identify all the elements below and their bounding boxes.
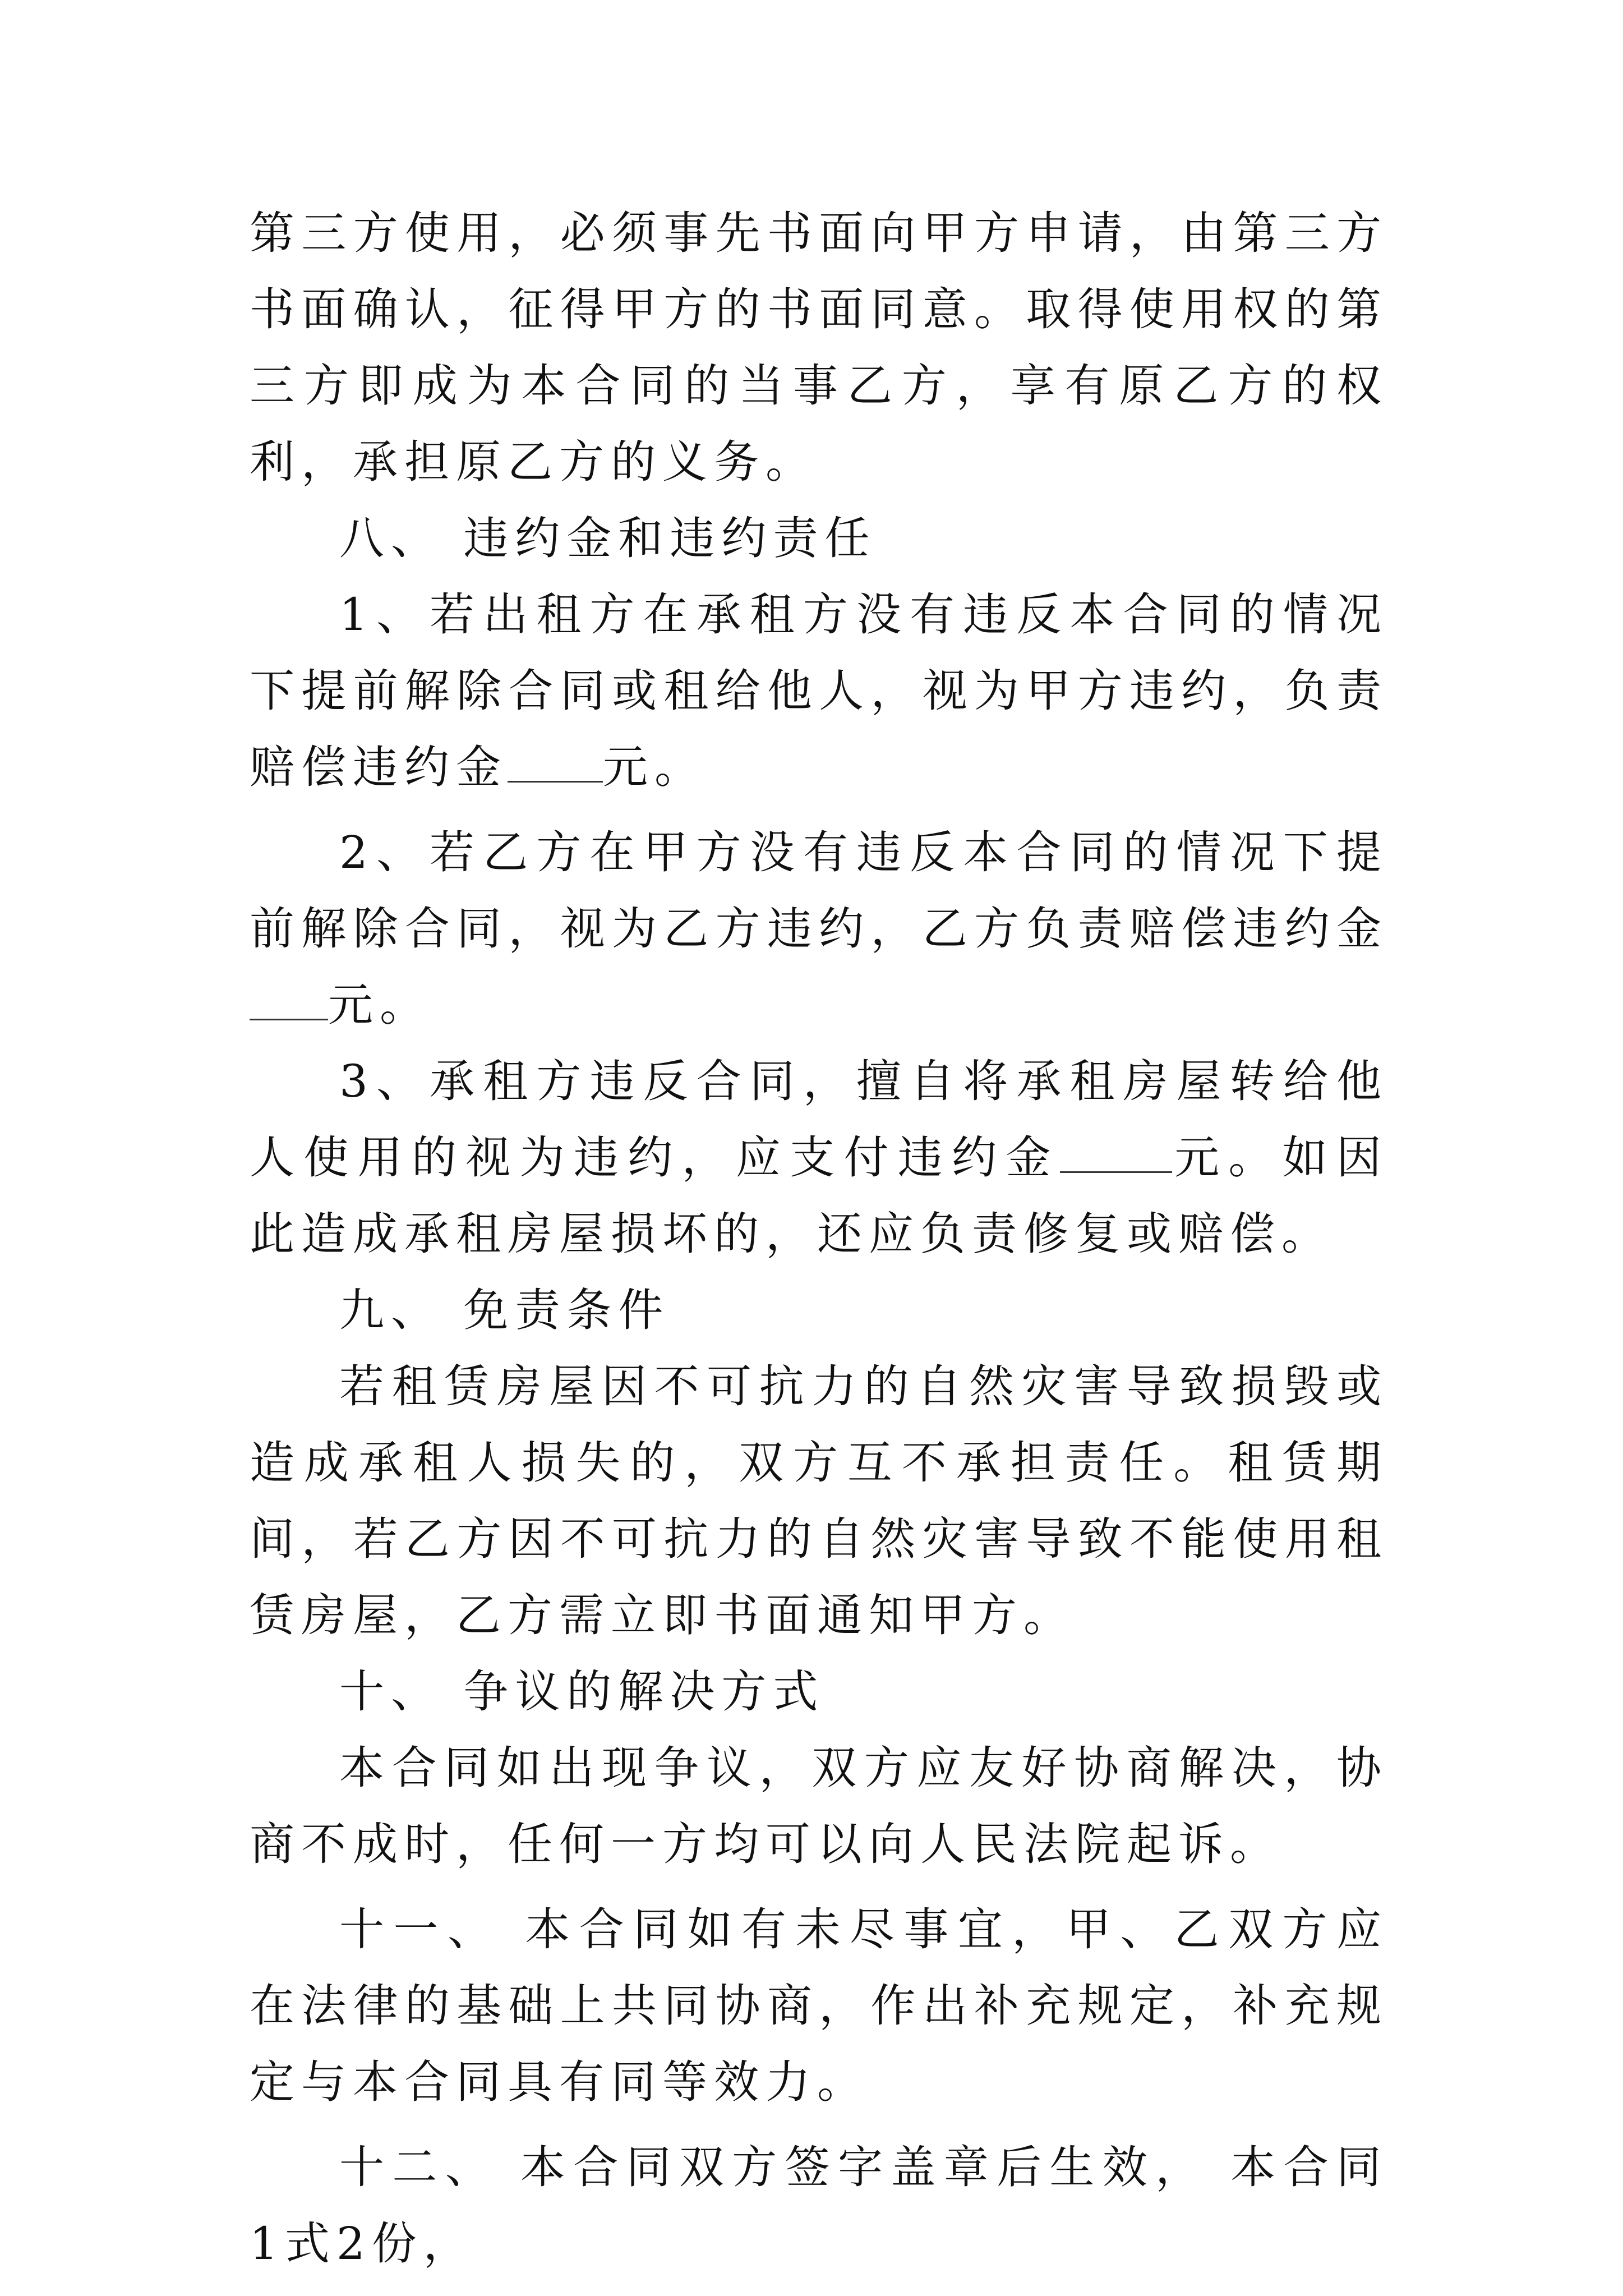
paragraph-lessee-breach [250, 815, 1388, 1043]
lessee-breach-text: 2、若乙方在甲方没有违反本合同的情况下提前解除合同，视为乙方违约，乙方负责赔偿违约金 [250, 826, 1388, 955]
sublease-breach-text: 3、承租方违反合同，擅自将承租房屋转给他人使用的视为违约，应支付违约金 [250, 1055, 1388, 1184]
lessee-breach-unit: 元。 [328, 979, 431, 1031]
penalty-amount-blank [508, 742, 603, 783]
paragraph-supplementary-provisions: 十一、 本合同如有未尽事宜，甲、乙双方应在法律的基础上共同协商，作出补充规定，补充规定与本合同具有同等效力。 [250, 1903, 1388, 2108]
paragraph-third-party-use: 第三方使用，必须事先书面向甲方申请，由第三方书面确认，征得甲方的书面同意。取得使用权的第三方即成为本合同的当事乙方，享有原乙方的权利，承担原乙方的义务。 [250, 207, 1388, 488]
lessor-breach-text: 1、若出租方在承租方没有违反本合同的情况下提前解除合同或租给他人，视为甲方违约，负责赔偿违约金 [250, 588, 1388, 793]
paragraph-force-majeure: 若租赁房屋因不可抗力的自然灾害导致损毁或造成承租人损失的，双方互不承担责任。租赁期间，若乙方因不可抗力的自然灾害导致不能使用租赁房屋，乙方需立即书面通知甲方。 [250, 1360, 1388, 1641]
section-heading-exemption: 九、 免责条件 [339, 1284, 670, 1336]
paragraph-effective-copies: 十二、 本合同双方签字盖章后生效， 本合同1式2份， [250, 2141, 1388, 2270]
document-body [250, 195, 1388, 2282]
section-heading-breach-penalty: 八、 违约金和违约责任 [339, 512, 877, 564]
paragraph-sublease-breach [250, 1043, 1388, 1272]
paragraph-lessor-breach [250, 577, 1388, 806]
paragraph-dispute-resolution: 本合同如出现争议，双方应友好协商解决，协商不成时，任何一方均可以向人民法院起诉。 [250, 1742, 1388, 1870]
penalty-amount-blank [1060, 1132, 1172, 1173]
lessor-breach-unit: 元。 [603, 741, 706, 793]
section-heading-dispute-resolution: 十、 争议的解决方式 [339, 1665, 825, 1718]
sublease-breach-tail: 元。如因此造成承租房屋损坏的，还应负责修复或赔偿。 [250, 1131, 1389, 1260]
penalty-amount-blank [250, 979, 328, 1020]
